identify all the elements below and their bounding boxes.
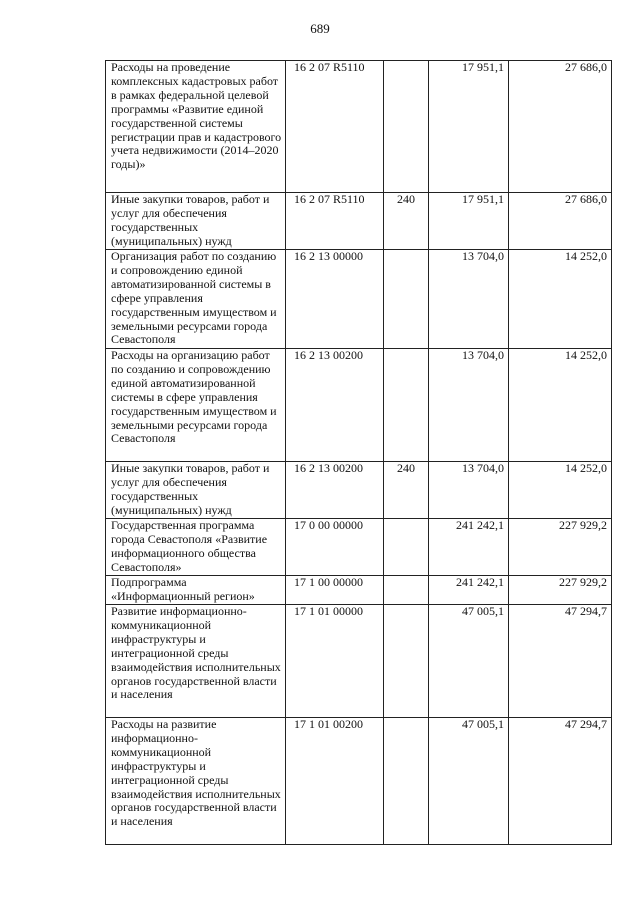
amount-year-1: 47 005,1 <box>429 605 509 718</box>
amount-year-1: 13 704,0 <box>429 349 509 462</box>
target-article-code: 17 0 00 00000 <box>286 519 384 576</box>
amount-year-2: 14 252,0 <box>509 462 612 519</box>
amount-year-1: 17 951,1 <box>429 193 509 250</box>
table-row <box>106 718 612 845</box>
amount-year-1: 241 242,1 <box>429 576 509 605</box>
expense-kind-code <box>384 349 429 462</box>
expense-kind-code <box>384 61 429 193</box>
expense-kind-code: 240 <box>384 193 429 250</box>
expense-name: Государственная программа города Севастополя «Развитие информационного общества Севастополя» <box>106 519 286 576</box>
amount-year-2: 47 294,7 <box>509 605 612 718</box>
amount-year-1: 17 951,1 <box>429 61 509 193</box>
table-row <box>106 576 612 605</box>
expense-kind-code <box>384 576 429 605</box>
amount-year-2: 47 294,7 <box>509 718 612 845</box>
table-row <box>106 519 612 576</box>
target-article-code: 17 1 01 00200 <box>286 718 384 845</box>
amount-year-1: 13 704,0 <box>429 250 509 349</box>
page-number: 689 <box>310 21 330 36</box>
expense-name: Расходы на организацию работ по созданию и сопровождению единой автоматизированной системы в сфере управления государственным имуществом и земельными ресурсами города Севастополя <box>106 349 286 462</box>
expense-name: Развитие информационно-коммуникационной инфраструктуры и интеграционной среды взаимодействия исполнительных органов государственной власти и населения <box>106 605 286 718</box>
target-article-code: 16 2 07 R5110 <box>286 193 384 250</box>
expense-name: Расходы на проведение комплексных кадастровых работ в рамках федеральной целевой программы «Развитие единой государственной системы регистрации прав и кадастрового учета недвижимости (2014–2020 годы)» <box>106 61 286 193</box>
amount-year-2: 27 686,0 <box>509 193 612 250</box>
amount-year-2: 27 686,0 <box>509 61 612 193</box>
expense-kind-code <box>384 718 429 845</box>
expense-kind-code: 240 <box>384 462 429 519</box>
amount-year-2: 14 252,0 <box>509 349 612 462</box>
amount-year-1: 13 704,0 <box>429 462 509 519</box>
expense-kind-code <box>384 605 429 718</box>
amount-year-2: 227 929,2 <box>509 576 612 605</box>
table-row <box>106 462 612 519</box>
target-article-code: 16 2 13 00000 <box>286 250 384 349</box>
target-article-code: 16 2 13 00200 <box>286 349 384 462</box>
amount-year-2: 14 252,0 <box>509 250 612 349</box>
expense-name: Расходы на развитие информационно-коммуникационной инфраструктуры и интеграционной среды взаимодействия исполнительных органов государственной власти и населения <box>106 718 286 845</box>
expense-kind-code <box>384 519 429 576</box>
expense-name: Иные закупки товаров, работ и услуг для обеспечения государственных (муниципальных) нужд <box>106 462 286 519</box>
amount-year-1: 47 005,1 <box>429 718 509 845</box>
budget-table <box>105 60 612 845</box>
target-article-code: 16 2 07 R5110 <box>286 61 384 193</box>
amount-year-1: 241 242,1 <box>429 519 509 576</box>
expense-name: Подпрограмма «Информационный регион» <box>106 576 286 605</box>
table-row <box>106 61 612 193</box>
table-row <box>106 605 612 718</box>
expense-kind-code <box>384 250 429 349</box>
target-article-code: 16 2 13 00200 <box>286 462 384 519</box>
table-row <box>106 250 612 349</box>
table-row <box>106 349 612 462</box>
amount-year-2: 227 929,2 <box>509 519 612 576</box>
table-row <box>106 193 612 250</box>
expense-name: Организация работ по созданию и сопровождению единой автоматизированной системы в сфере управления государственным имуществом и земельными ресурсами города Севастополя <box>106 250 286 349</box>
expense-name: Иные закупки товаров, работ и услуг для обеспечения государственных (муниципальных) нужд <box>106 193 286 250</box>
target-article-code: 17 1 01 00000 <box>286 605 384 718</box>
target-article-code: 17 1 00 00000 <box>286 576 384 605</box>
